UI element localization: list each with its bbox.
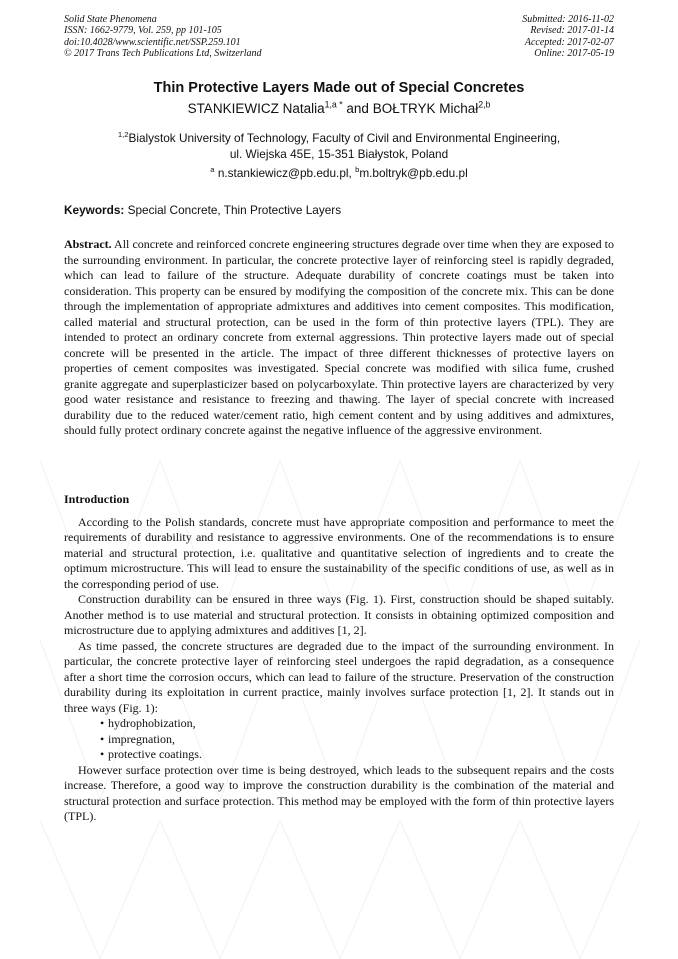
email-b[interactable]: m.boltryk@pb.edu.pl	[359, 166, 468, 180]
email-b-marker: b	[355, 165, 360, 175]
introduction-paragraph-1: According to the Polish standards, concrete must have appropriate composition and performance to meet the requirements of durability and resistance to aggressive environments. One of the recommendations is to ensure material and structural protection, i.e. qualitative and quantitative selection of ingredients and to create the optimum microstructure. This will lead to ensure the sustainability of the specific conditions of use, as well as in the corresponding period of use.	[64, 514, 614, 591]
abstract-label: Abstract.	[64, 237, 112, 251]
surface-protection-list	[64, 716, 614, 763]
affiliation-marker: 1,2	[117, 130, 129, 140]
list-item-text: hydrophobization,	[108, 716, 196, 730]
author-connector: and	[346, 101, 373, 116]
bullet-icon: •	[100, 731, 105, 746]
author-1-affiliation-marker: 1,a *	[324, 99, 343, 110]
journal-doi: doi:10.4028/www.scientific.net/SSP.259.101	[64, 36, 241, 48]
introduction-heading: Introduction	[64, 492, 130, 506]
author-emails	[0, 166, 678, 180]
affiliation-line-1	[0, 131, 678, 147]
introduction-paragraph-3: As time passed, the concrete structures are degraded due to the impact of the surrounding environment. In particular, the concrete protective layer of reinforcing steel undergoes the rapid degradation, as a consequence after a short time the corrosion occurs, which can lead to failure of the structure. Preservation of the construction durability during its exploitation in current practice, mainly involves surface protection [1, 2]. It stands out in three ways (Fig. 1):	[64, 638, 614, 715]
affiliation	[0, 131, 678, 162]
list-item	[64, 716, 614, 732]
list-item	[64, 732, 614, 748]
affiliation-institution: Bialystok University of Technology, Faculty of Civil and Environmental Engineering,	[128, 131, 561, 145]
email-a[interactable]: n.stankiewicz@pb.edu.pl,	[214, 166, 356, 180]
keywords-text: Special Concrete, Thin Protective Layers	[124, 203, 342, 217]
bullet-icon: •	[100, 716, 105, 730]
list-item	[64, 747, 614, 763]
paper-title: Thin Protective Layers Made out of Special Concretes	[153, 80, 525, 96]
journal-copyright: © 2017 Trans Tech Publications Ltd, Switzerland	[64, 48, 262, 60]
list-item-text: impregnation,	[108, 731, 175, 746]
keywords-label: Keywords:	[64, 203, 125, 217]
journal-info	[64, 14, 262, 60]
author-2-affiliation-marker: 2,b	[478, 99, 491, 110]
journal-issn: ISSN: 1662-9779, Vol. 259, pp 101-105	[64, 25, 222, 37]
publication-dates	[522, 14, 614, 60]
introduction-section	[64, 492, 614, 825]
affiliation-address: ul. Wiejska 45E, 15-351 Białystok, Poland	[229, 146, 449, 161]
journal-name: Solid State Phenomena	[64, 14, 157, 25]
list-item-text: protective coatings.	[108, 747, 202, 761]
abstract	[64, 237, 614, 439]
abstract-text: All concrete and reinforced concrete engineering structures degrade over time when they are exposed to the surrounding environment. In particular, the concrete protective layer of reinforcing steel is rapidly degraded, which can lead to failure of the structure. Adequate durability of concrete coatings must be taken into consideration. This property can be ensured by modifying the composition of the concrete mix. This can be done through the implementation of appropriate admixtures and additives into cement composites. This modification, called material and structural protection, can be used in the form of thin protective layers (TPL). They are intended to protect an ordinary concrete from external aggressions. Thin protective layers made out of special concrete will be presented in the article. The impact of three different thicknesses of protective layers on properties of cement composites was investigated. Special concrete was modified with silica fume, crushed granite aggregate and superplasticizer based on polycarboxylate. Thin protective layers are characterized by very good water resistance and resistance to freezing and thawing. The layer of special concrete with increased durability due to the reduced water/cement ratio, high cement content and by using additives and admixtures, should fully protect ordinary concrete against the negative influence of the aggressive environment.	[64, 237, 614, 437]
date-revised: Revised: 2017-01-14	[530, 25, 614, 37]
bullet-icon: •	[100, 747, 105, 761]
journal-header	[64, 14, 614, 60]
introduction-paragraph-2: Construction durability can be ensured in three ways (Fig. 1). First, construction should be shaped suitably. Another method is to use material and structural protection. It consists in obtaining optimized composition and microstructure due to applying admixtures and additives [1, 2].	[64, 592, 614, 637]
email-a-marker: a	[210, 165, 215, 175]
date-online: Online: 2017-05-19	[534, 48, 614, 60]
author-1-name: STANKIEWICZ Natalia	[187, 101, 325, 116]
keywords	[64, 203, 614, 217]
author-list	[0, 101, 678, 116]
introduction-paragraph-4: However surface protection over time is being destroyed, which leads to the subsequent repairs and the costs increase. Therefore, a good way to improve the construction durability is the combination of the material and structural protection and surface protection. This method may be employed with the form of thin protective layers (TPL).	[64, 762, 614, 823]
author-2-name: BOŁTRYK Michał	[372, 101, 479, 116]
date-accepted: Accepted: 2017-02-07	[524, 36, 614, 48]
date-submitted: Submitted: 2016-11-02	[522, 14, 614, 25]
